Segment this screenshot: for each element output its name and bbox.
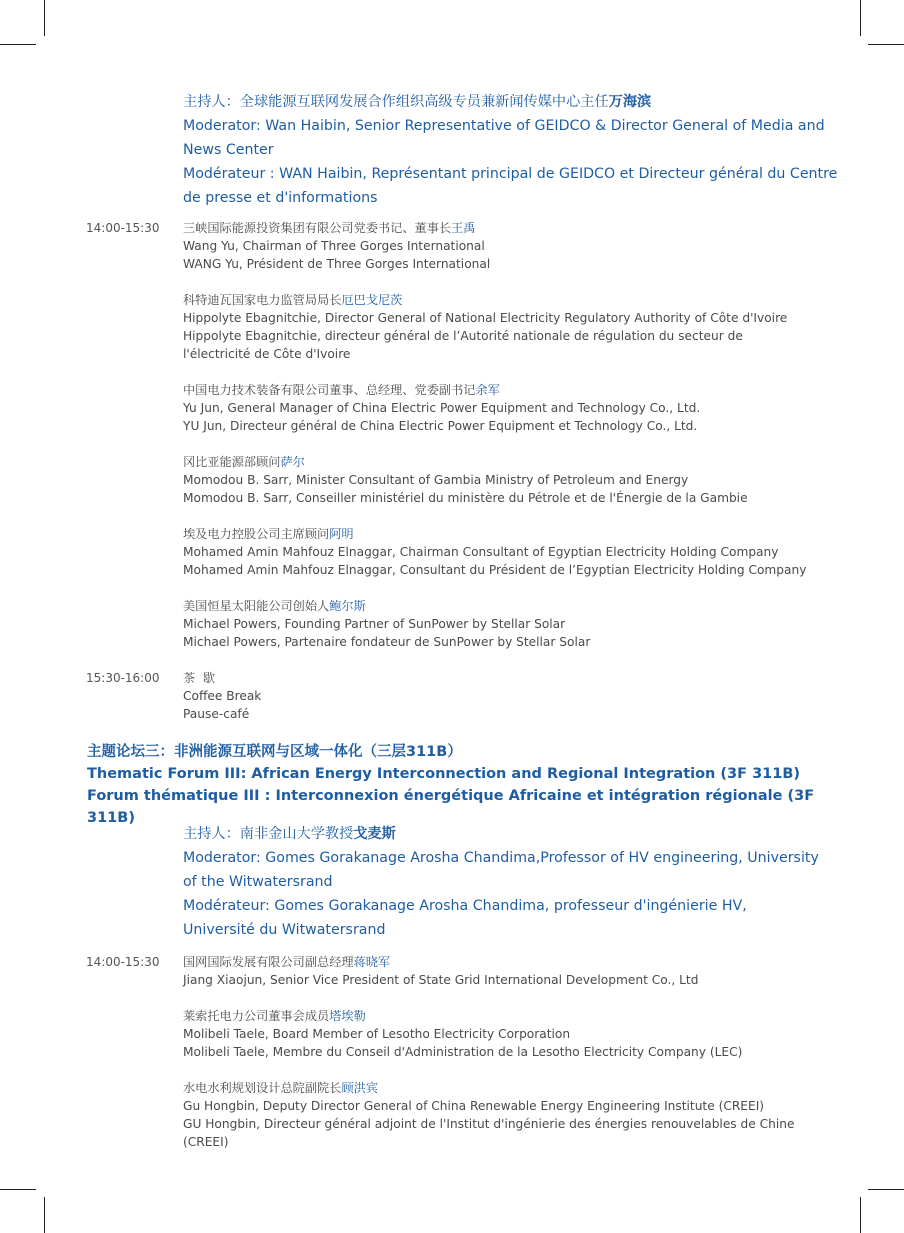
speaker-zh: 美国恒星太阳能公司创始人鲍尔斯: [183, 599, 366, 613]
speaker-block: [183, 291, 843, 363]
speaker-line: Michael Powers, Partenaire fondateur de SunPower by Stellar Solar: [183, 635, 591, 649]
speaker-block: [183, 1007, 843, 1061]
crop-mark: [0, 44, 36, 45]
crop-mark: [860, 0, 861, 36]
break-zh: 茶 歇: [183, 671, 216, 685]
speaker-line: Mohamed Amin Mahfouz Elnaggar, Chairman Consultant of Egyptian Electricity Holding Company: [183, 545, 779, 559]
moderator-zh: 主持人：南非金山大学教授戈麦斯: [183, 826, 396, 842]
speaker-line: Wang Yu, Chairman of Three Gorges International: [183, 239, 485, 253]
crop-mark: [0, 1189, 36, 1190]
break-en: Coffee Break: [183, 689, 262, 703]
speaker-line: Momodou B. Sarr, Minister Consultant of Gambia Ministry of Petroleum and Energy: [183, 473, 689, 487]
speaker-zh: 莱索托电力公司董事会成员塔埃勒: [183, 1009, 366, 1023]
speaker-line: Jiang Xiaojun, Senior Vice President of State Grid International Development Co., Ltd: [183, 973, 699, 987]
break-block: [183, 669, 843, 723]
speaker-block: [183, 381, 843, 435]
moderator-zh: 主持人：全球能源互联网发展合作组织高级专员兼新闻传媒中心主任万海滨: [183, 94, 652, 110]
moderator-fr: Modérateur: Gomes Gorakanage Arosha Chandima, professeur d'ingénierie HV, Université du Witwatersrand: [183, 898, 747, 938]
speaker-block: [183, 219, 843, 273]
speaker-line: WANG Yu, Président de Three Gorges International: [183, 257, 491, 271]
speaker-line: YU Jun, Directeur général de China Electric Power Equipment et Technology Co., Ltd.: [183, 419, 698, 433]
speaker-zh: 科特迪瓦国家电力监管局局长厄巴戈尼茨: [183, 293, 403, 307]
speaker-line: (CREEI): [183, 1135, 229, 1149]
crop-mark: [868, 1189, 904, 1190]
break-fr: Pause-café: [183, 707, 250, 721]
speaker-line: Molibeli Taele, Membre du Conseil d'Administration de la Lesotho Electricity Company (LEC): [183, 1045, 743, 1059]
speaker-zh: 水电水利规划设计总院副院长顾洪宾: [183, 1081, 378, 1095]
speaker-line: Mohamed Amin Mahfouz Elnaggar, Consultant du Président de l’Egyptian Electricity Holding Company: [183, 563, 807, 577]
session-time: 14:00-15:30: [86, 955, 160, 969]
crop-mark: [868, 44, 904, 45]
speaker-line: Molibeli Taele, Board Member of Lesotho Electricity Corporation: [183, 1027, 571, 1041]
moderator-block: [183, 90, 843, 210]
speaker-zh: 国网国际发展有限公司副总经理蒋晓军: [183, 955, 391, 969]
forum-title-zh: 主题论坛三：非洲能源互联网与区域一体化（三层311B）: [87, 744, 462, 760]
speaker-zh: 埃及电力控股公司主席顾问阿明: [183, 527, 354, 541]
forum-title-fr: Forum thématique III : Interconnexion énergétique Africaine et intégration régionale (3F 311B): [87, 788, 815, 826]
speaker-block: [183, 453, 843, 507]
speaker-zh: 三峡国际能源投资集团有限公司党委书记、董事长王禹: [183, 221, 476, 235]
speaker-block: [183, 597, 843, 651]
crop-mark: [44, 0, 45, 36]
break-time: 15:30-16:00: [86, 671, 160, 685]
crop-mark: [860, 1197, 861, 1233]
speaker-zh: 冈比亚能源部顾问萨尔: [183, 455, 305, 469]
speaker-line: l'électricité de Côte d'Ivoire: [183, 347, 351, 361]
speaker-line: Yu Jun, General Manager of China Electric Power Equipment and Technology Co., Ltd.: [183, 401, 701, 415]
speaker-line: Michael Powers, Founding Partner of SunPower by Stellar Solar: [183, 617, 566, 631]
speaker-line: Gu Hongbin, Deputy Director General of China Renewable Energy Engineering Institute (CREEI): [183, 1099, 765, 1113]
speaker-line: Momodou B. Sarr, Conseiller ministériel du ministère du Pétrole et de l'Énergie de la Gambie: [183, 491, 748, 505]
moderator-en: Moderator: Gomes Gorakanage Arosha Chandima,Professor of HV engineering, University of the Witwatersrand: [183, 850, 819, 890]
crop-mark: [44, 1197, 45, 1233]
speaker-block: [183, 953, 843, 989]
speaker-line: GU Hongbin, Directeur général adjoint de l'Institut d'ingénierie des énergies renouvelables de Chine: [183, 1117, 795, 1131]
speaker-line: Hippolyte Ebagnitchie, Director General of National Electricity Regulatory Authority of Côte d'Ivoire: [183, 311, 788, 325]
speaker-line: Hippolyte Ebagnitchie, directeur général de l’Autorité nationale de régulation du secteur de: [183, 329, 743, 343]
speaker-block: [183, 1079, 843, 1151]
session-time: 14:00-15:30: [86, 221, 160, 235]
speaker-zh: 中国电力技术装备有限公司董事、总经理、党委副书记余军: [183, 383, 500, 397]
speaker-block: [183, 525, 843, 579]
moderator-en: Moderator: Wan Haibin, Senior Representative of GEIDCO & Director General of Media and News Center: [183, 118, 825, 158]
moderator-block: [183, 822, 823, 942]
forum-heading: [87, 741, 867, 829]
forum-title-en: Thematic Forum III: African Energy Interconnection and Regional Integration (3F 311B): [87, 766, 801, 782]
moderator-fr: Modérateur : WAN Haibin, Représentant principal de GEIDCO et Directeur général du Centre de presse et d'informations: [183, 166, 838, 206]
